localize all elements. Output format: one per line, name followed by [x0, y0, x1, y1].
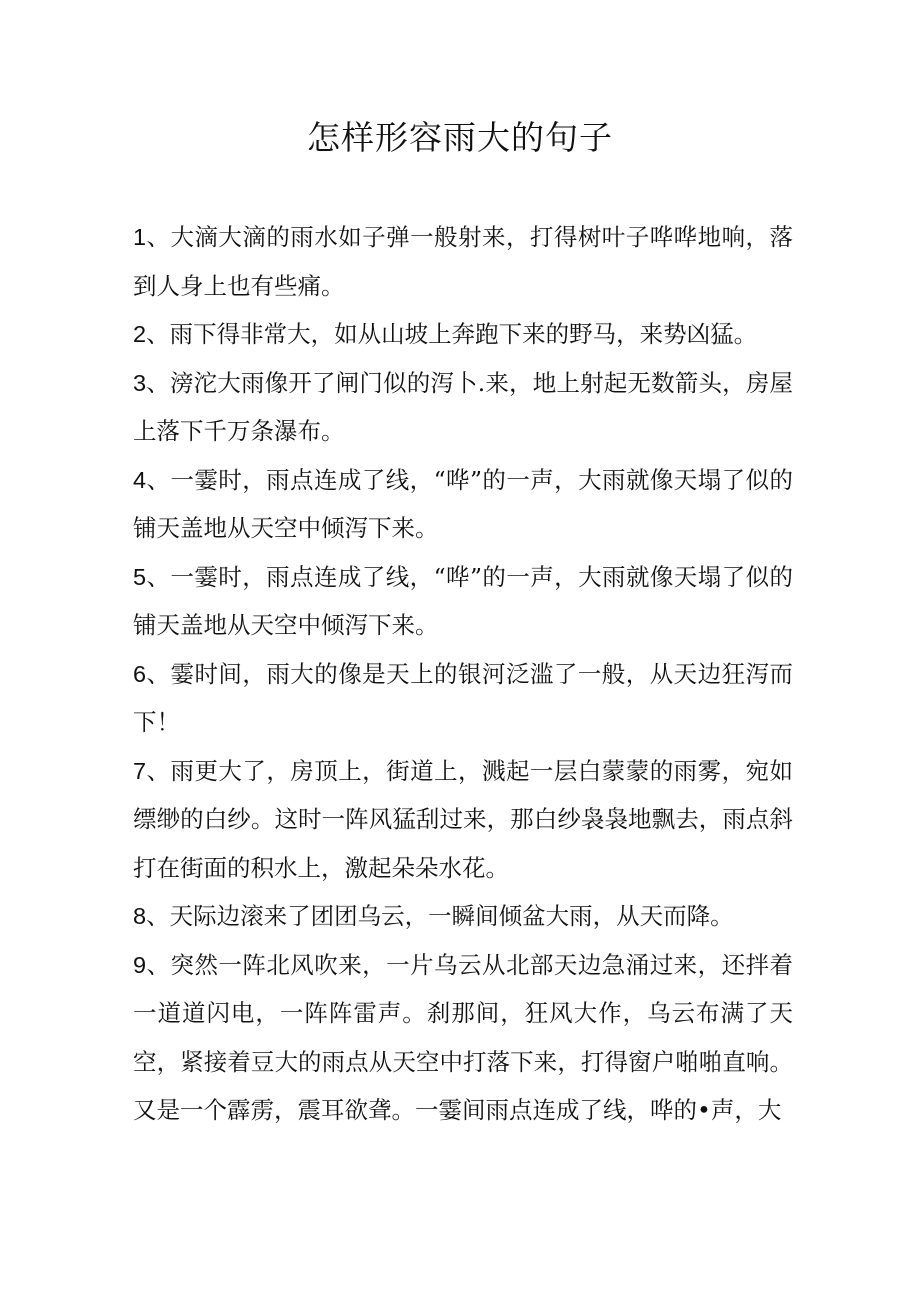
- paragraph-text: 天际边滚来了团团乌云，一瞬间倾盆大雨，从天而降。: [169, 902, 734, 930]
- paragraph-text: 雨下得非常大，如从山坡上奔跑下来的野马，来势凶猛。: [169, 320, 758, 348]
- paragraph-separator: 、: [146, 368, 170, 397]
- paragraph-separator: 、: [146, 465, 171, 494]
- paragraph-separator: 、: [146, 950, 171, 979]
- paragraph-number: 8: [133, 903, 147, 929]
- paragraph-text: 突然一阵北风吹来，一片乌云从北部天边急涌过来，还拌着一道道闪电，一阵阵雷声。刹那间，狂风大作，乌云布满了天空，紧接着豆大的雨点从天空中打落下来，打得窗户啪啪直响。又是一个霹雳，震耳欲聋。一霎间雨点连成了线，哗的•声，大: [133, 950, 794, 1124]
- paragraph-number: 6: [133, 660, 147, 687]
- paragraph-2: [133, 310, 793, 359]
- paragraph-separator: 、: [146, 562, 171, 591]
- paragraph-7: [133, 747, 793, 893]
- paragraph-text: 一霎时，雨点连成了线，“哗”的一声，大雨就像天塌了似的铺天盖地从天空中倾泻下来。: [133, 465, 794, 542]
- paragraph-8: [133, 892, 793, 941]
- paragraph-1: [133, 213, 793, 310]
- paragraph-separator: 、: [146, 320, 170, 348]
- paragraph-text: 霎时间，雨大的像是天上的银河泛滥了一般，从天边狂泻而下！: [133, 659, 794, 736]
- paragraph-text: 大滴大滴的雨水如子弹一般射来，打得树叶子哗哗地响，落到人身上也有些痛。: [133, 223, 794, 300]
- paragraph-3: [133, 359, 793, 456]
- paragraph-number: 3: [133, 369, 147, 396]
- paragraph-number: 2: [133, 321, 147, 347]
- paragraph-number: 4: [133, 466, 147, 493]
- paragraph-separator: 、: [146, 756, 171, 785]
- paragraph-number: 9: [133, 951, 147, 978]
- paragraph-separator: 、: [146, 659, 171, 688]
- paragraph-separator: 、: [146, 223, 171, 251]
- paragraph-number: 7: [133, 757, 147, 784]
- paragraph-text: 雨更大了，房顶上，街道上，溅起一层白蒙蒙的雨雾，宛如缥缈的白纱。这时一阵风猛刮过来，那白纱袅袅地飘去，雨点斜打在街面的积水上，激起朵朵水花。: [133, 756, 794, 882]
- paragraph-text: 滂沱大雨像开了闸门似的泻卜.来，地上射起无数箭头，房屋上落下千万条瀑布。: [133, 368, 793, 445]
- paragraph-4: [133, 456, 793, 553]
- document-body: [133, 213, 793, 1135]
- document-title: 怎样形容雨大的句子: [307, 118, 613, 157]
- paragraph-text: 一霎时，雨点连成了线，“哗”的一声，大雨就像天塌了似的铺天盖地从天空中倾泻下来。: [133, 562, 794, 639]
- paragraph-separator: 、: [146, 902, 170, 930]
- paragraph-5: [133, 553, 793, 650]
- paragraph-6: [133, 650, 793, 747]
- paragraph-number: 1: [133, 224, 147, 250]
- paragraph-number: 5: [133, 563, 147, 590]
- paragraph-9: [133, 941, 793, 1135]
